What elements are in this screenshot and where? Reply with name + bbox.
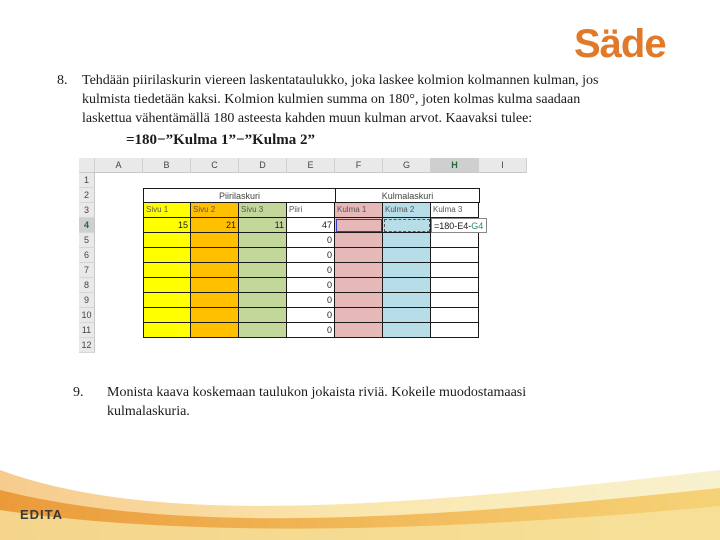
row-header-8: 8 bbox=[79, 278, 95, 293]
col-header-b: B bbox=[143, 158, 191, 173]
edita-logo: EDITA bbox=[20, 507, 64, 522]
item9-line1: Monista kaava koskemaan taulukon jokaista riviä. Kokeile muodostamaasi bbox=[107, 385, 527, 400]
cell-b8[interactable] bbox=[143, 278, 191, 293]
cell-c4[interactable]: 21 bbox=[191, 218, 239, 233]
cell-g11[interactable] bbox=[383, 323, 431, 338]
row-header-5: 5 bbox=[79, 233, 95, 248]
cell-f4[interactable] bbox=[335, 218, 383, 233]
cell-d7[interactable] bbox=[239, 263, 287, 278]
cell-f5[interactable] bbox=[335, 233, 383, 248]
header-sivu3: Sivu 3 bbox=[239, 203, 287, 218]
header-kulma2: Kulma 2 bbox=[383, 203, 431, 218]
cell-h7[interactable] bbox=[431, 263, 479, 278]
header-sivu1: Sivu 1 bbox=[143, 203, 191, 218]
item9-number: 9. bbox=[73, 385, 84, 400]
cell-e5[interactable]: 0 bbox=[287, 233, 335, 248]
spreadsheet bbox=[79, 158, 513, 350]
corner-cell bbox=[79, 158, 95, 173]
cell-e8[interactable]: 0 bbox=[287, 278, 335, 293]
cell-g4[interactable] bbox=[383, 218, 431, 233]
cell-c8[interactable] bbox=[191, 278, 239, 293]
cell-f11[interactable] bbox=[335, 323, 383, 338]
cell-h4-editing[interactable] bbox=[431, 218, 487, 233]
col-header-h: H bbox=[431, 158, 479, 173]
cell-g6[interactable] bbox=[383, 248, 431, 263]
header-piiri: Piiri bbox=[287, 203, 335, 218]
cell-d5[interactable] bbox=[239, 233, 287, 248]
cell-b10[interactable] bbox=[143, 308, 191, 323]
row-header-1: 1 bbox=[79, 173, 95, 188]
cell-g10[interactable] bbox=[383, 308, 431, 323]
row-header-12: 12 bbox=[79, 338, 95, 353]
col-header-i: I bbox=[479, 158, 527, 173]
col-header-d: D bbox=[239, 158, 287, 173]
cell-e9[interactable]: 0 bbox=[287, 293, 335, 308]
row-header-11: 11 bbox=[79, 323, 95, 338]
cell-c6[interactable] bbox=[191, 248, 239, 263]
formula-prefix: =180-E4- bbox=[434, 221, 472, 231]
cell-g9[interactable] bbox=[383, 293, 431, 308]
cell-e6[interactable]: 0 bbox=[287, 248, 335, 263]
row-header-4: 4 bbox=[79, 218, 95, 233]
cell-b11[interactable] bbox=[143, 323, 191, 338]
col-header-g: G bbox=[383, 158, 431, 173]
cell-b9[interactable] bbox=[143, 293, 191, 308]
cell-g7[interactable] bbox=[383, 263, 431, 278]
title-piirilaskuri: Piirilaskuri bbox=[143, 188, 336, 203]
cell-c9[interactable] bbox=[191, 293, 239, 308]
col-header-f: F bbox=[335, 158, 383, 173]
row-header-6: 6 bbox=[79, 248, 95, 263]
cell-d11[interactable] bbox=[239, 323, 287, 338]
formula-text: =180−”Kulma 1”−”Kulma 2” bbox=[126, 132, 315, 148]
cell-c5[interactable] bbox=[191, 233, 239, 248]
item8-line1: Tehdään piirilaskurin viereen laskentataulukko, joka laskee kolmion kolmannen kulman, jos bbox=[82, 73, 599, 88]
cell-f10[interactable] bbox=[335, 308, 383, 323]
item8-number: 8. bbox=[57, 73, 68, 88]
cell-f7[interactable] bbox=[335, 263, 383, 278]
cell-e11[interactable]: 0 bbox=[287, 323, 335, 338]
col-header-a: A bbox=[95, 158, 143, 173]
cell-e4[interactable]: 47 bbox=[287, 218, 335, 233]
item8-line3: laskettua vähentämällä 180 asteesta kahden muun kulman arvot. Kaavaksi tulee: bbox=[82, 111, 533, 126]
cell-f8[interactable] bbox=[335, 278, 383, 293]
cell-c7[interactable] bbox=[191, 263, 239, 278]
row-header-3: 3 bbox=[79, 203, 95, 218]
item8-line2: kulmista tiedetään kaksi. Kolmion kulmien summa on 180°, joten kolmas kulma saadaan bbox=[82, 92, 581, 107]
decorative-wave-band bbox=[0, 430, 720, 540]
header-sivu2: Sivu 2 bbox=[191, 203, 239, 218]
row-header-9: 9 bbox=[79, 293, 95, 308]
cell-e7[interactable]: 0 bbox=[287, 263, 335, 278]
cell-d8[interactable] bbox=[239, 278, 287, 293]
cell-h10[interactable] bbox=[431, 308, 479, 323]
title-kulmalaskuri: Kulmalaskuri bbox=[335, 188, 480, 203]
cell-d4[interactable]: 11 bbox=[239, 218, 287, 233]
cell-b6[interactable] bbox=[143, 248, 191, 263]
cell-b5[interactable] bbox=[143, 233, 191, 248]
cell-g5[interactable] bbox=[383, 233, 431, 248]
cell-g8[interactable] bbox=[383, 278, 431, 293]
formula-ref: G4 bbox=[471, 221, 484, 231]
cell-b4[interactable]: 15 bbox=[143, 218, 191, 233]
row-header-7: 7 bbox=[79, 263, 95, 278]
logo-sade: Säde bbox=[574, 22, 666, 66]
cell-d10[interactable] bbox=[239, 308, 287, 323]
col-header-c: C bbox=[191, 158, 239, 173]
cell-b7[interactable] bbox=[143, 263, 191, 278]
cell-h6[interactable] bbox=[431, 248, 479, 263]
cell-h11[interactable] bbox=[431, 323, 479, 338]
item9-line2: kulmalaskuria. bbox=[107, 404, 190, 419]
col-header-e: E bbox=[287, 158, 335, 173]
cell-h9[interactable] bbox=[431, 293, 479, 308]
cell-c10[interactable] bbox=[191, 308, 239, 323]
cell-f6[interactable] bbox=[335, 248, 383, 263]
row-header-10: 10 bbox=[79, 308, 95, 323]
cell-c11[interactable] bbox=[191, 323, 239, 338]
cell-e10[interactable]: 0 bbox=[287, 308, 335, 323]
cell-h8[interactable] bbox=[431, 278, 479, 293]
row-header-2: 2 bbox=[79, 188, 95, 203]
header-kulma3: Kulma 3 bbox=[431, 203, 479, 218]
header-kulma1: Kulma 1 bbox=[335, 203, 383, 218]
cell-f9[interactable] bbox=[335, 293, 383, 308]
cell-d9[interactable] bbox=[239, 293, 287, 308]
cell-d6[interactable] bbox=[239, 248, 287, 263]
cell-h5[interactable] bbox=[431, 233, 479, 248]
